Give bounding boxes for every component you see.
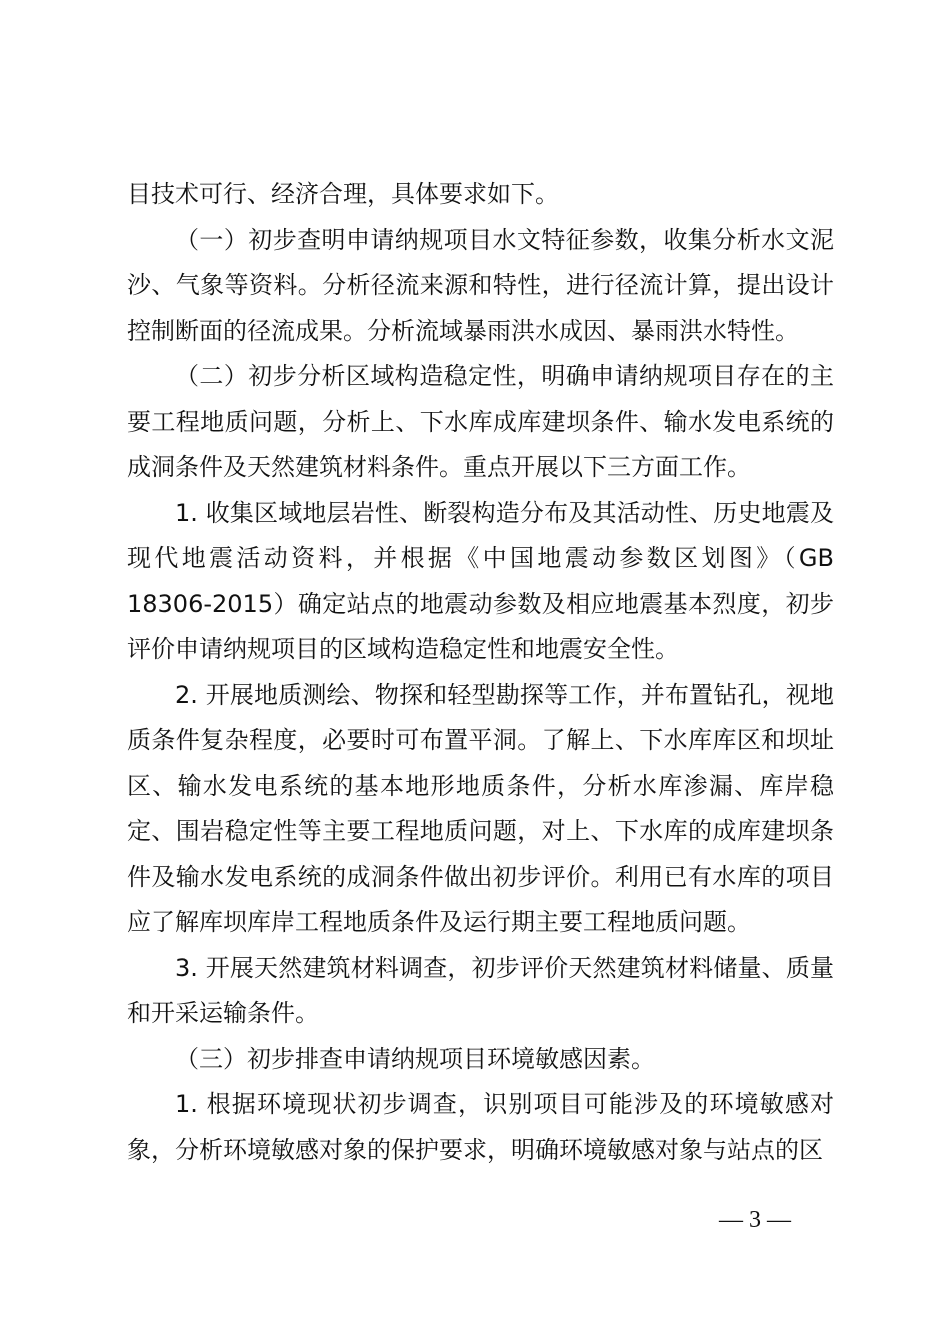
paragraph-section-3-environment: （三）初步排查申请纳规项目环境敏感因素。 <box>175 1044 655 1073</box>
page-number: — 3 — <box>719 1207 791 1233</box>
paragraph-item-1-seismic: 1. 收集区域地层岩性、断裂构造分布及其活动性、历史地震及现代地震活动资料，并根据《中国地震动参数区划图》（GB 18306-2015）确定站点的地震动参数及相应地震基本烈度，初步评价申请纳规项目的区域构造稳定性和地震安全性。 <box>127 498 834 663</box>
paragraph-item-2-survey: 2. 开展地质测绘、物探和轻型勘探等工作，并布置钻孔，视地质条件复杂程度，必要时可布置平洞。了解上、下水库库区和坝址区、输水发电系统的基本地形地质条件，分析水库渗漏、库岸稳定、围岩稳定性等主要工程地质问题，对上、下水库的成库建坝条件及输水发电系统的成洞条件做出初步评价。利用已有水库的项目应了解库坝库岸工程地质条件及运行期主要工程地质问题。 <box>127 680 834 936</box>
body-text <box>127 172 834 1173</box>
paragraph-item-1-environment: 1. 根据环境现状初步调查，识别项目可能涉及的环境敏感对象，分析环境敏感对象的保护要求，明确环境敏感对象与站点的区 <box>127 1090 834 1164</box>
paragraph-section-1-hydrology: （一）初步查明申请纳规项目水文特征参数，收集分析水文泥沙、气象等资料。分析径流来源和特性，进行径流计算，提出设计控制断面的径流成果。分析流域暴雨洪水成因、暴雨洪水特性。 <box>127 225 834 345</box>
paragraph-continuation: 目技术可行、经济合理，具体要求如下。 <box>127 180 559 208</box>
paragraph-item-3-materials: 3. 开展天然建筑材料调查，初步评价天然建筑材料储量、质量和开采运输条件。 <box>127 953 834 1027</box>
paragraph-section-2-geology: （二）初步分析区域构造稳定性，明确申请纳规项目存在的主要工程地质问题，分析上、下水库成库建坝条件、输水发电系统的成洞条件及天然建筑材料条件。重点开展以下三方面工作。 <box>127 362 834 481</box>
